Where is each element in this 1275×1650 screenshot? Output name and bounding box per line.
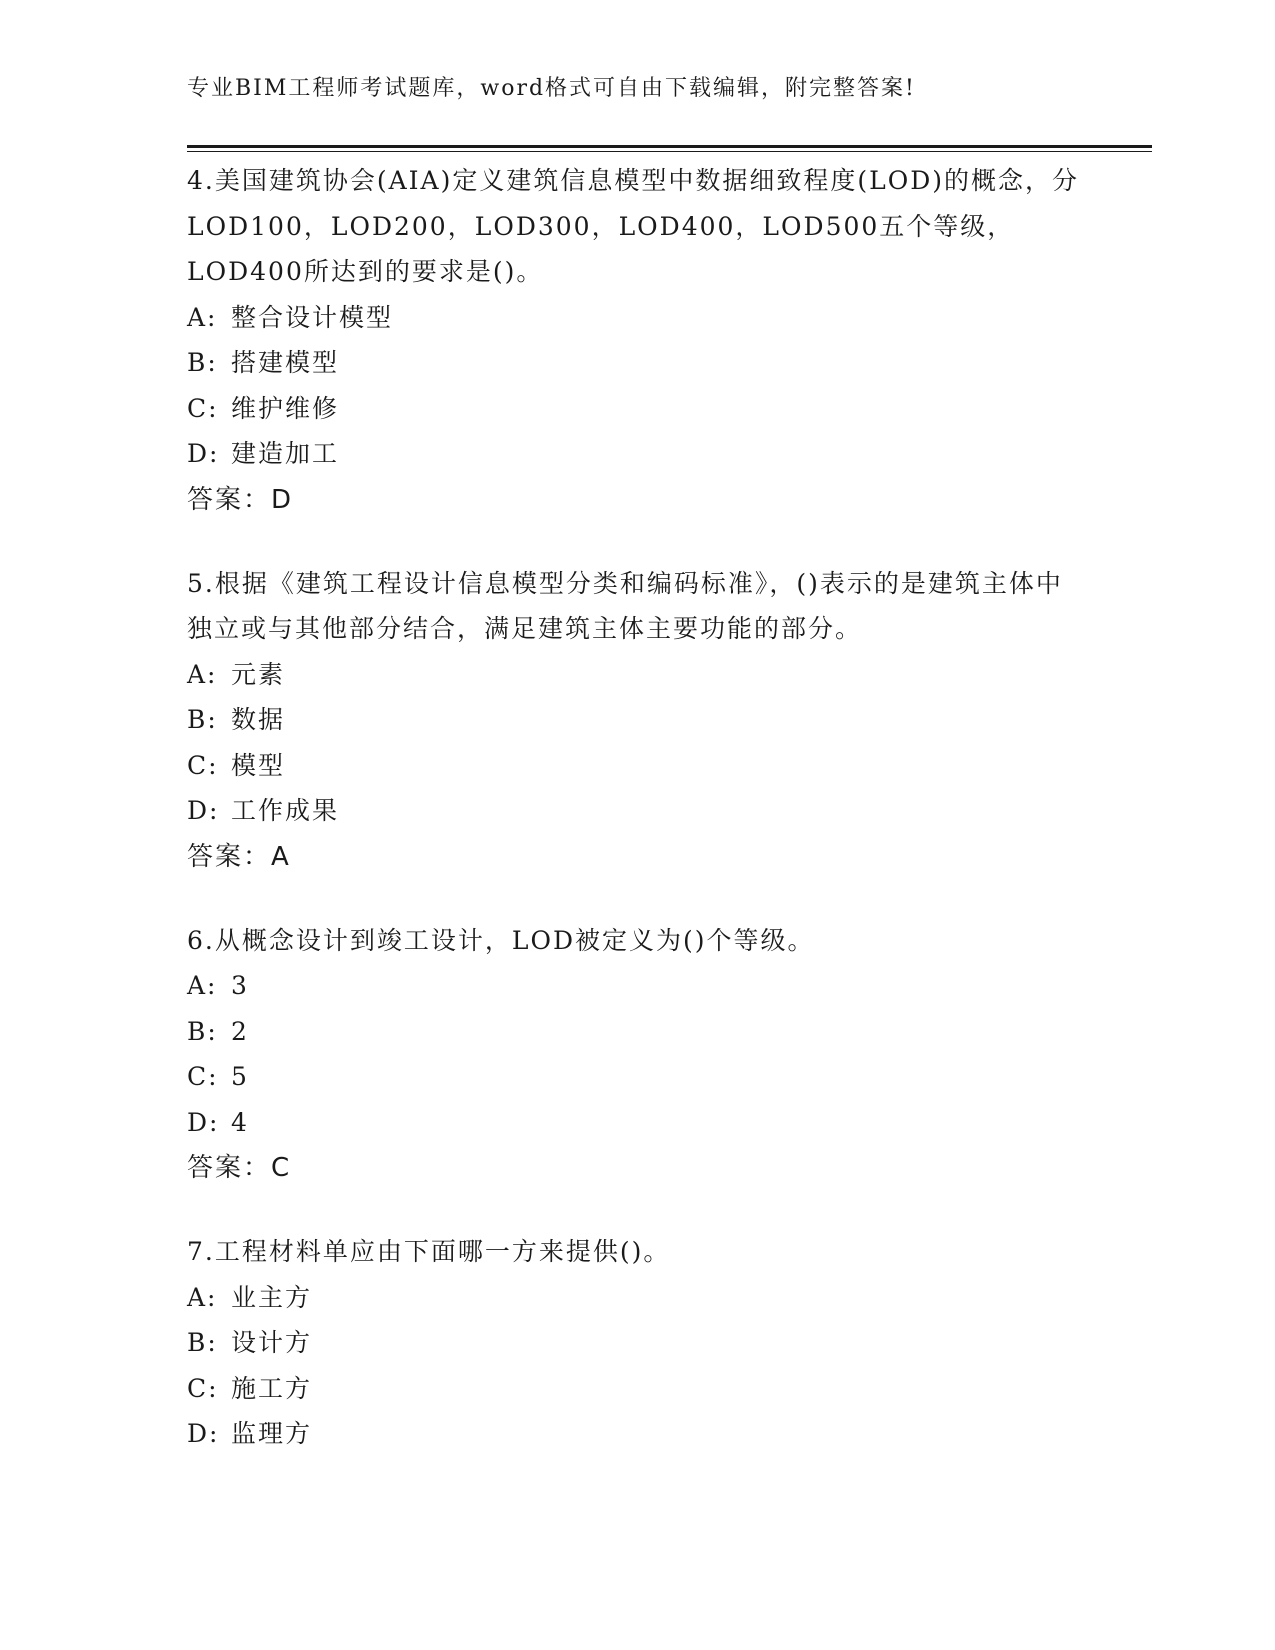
option-d <box>187 1411 1087 1457</box>
option-a <box>187 295 1087 341</box>
option-text: 施工方 <box>231 1373 313 1403</box>
option-text: 数据 <box>231 705 286 734</box>
question-text: 6.从概念设计到竣工设计，LOD被定义为()个等级。 <box>187 925 815 955</box>
option-letter: B: <box>187 1328 218 1357</box>
option-letter: D: <box>187 1107 220 1137</box>
option-c <box>187 743 1087 789</box>
option-text: 元素 <box>231 659 286 689</box>
option-text: 模型 <box>231 750 286 780</box>
header-rule-thick <box>187 145 1152 148</box>
question-6 <box>187 918 1087 1192</box>
option-letter: C: <box>187 1373 219 1403</box>
option-c <box>187 1366 1087 1412</box>
answer: 答案：C <box>187 1153 292 1183</box>
option-letter: C: <box>187 750 219 780</box>
header-rule-thin <box>187 151 1152 152</box>
option-a <box>187 1275 1087 1321</box>
option-a <box>187 652 1087 698</box>
option-letter: C: <box>187 393 219 423</box>
option-text: 3 <box>231 971 249 1000</box>
page-header: 专业BIM工程师考试题库，word格式可自由下载编辑，附完整答案! <box>187 76 916 101</box>
option-letter: B: <box>187 1016 218 1046</box>
option-letter: D: <box>187 796 220 825</box>
option-text: 工作成果 <box>231 796 340 825</box>
option-d <box>187 431 1087 477</box>
question-text: 5.根据《建筑工程设计信息模型分类和编码标准》，()表示的是建筑主体中独立或与其他部分结合，满足建筑主体主要功能的部分。 <box>187 568 1063 643</box>
option-letter: D: <box>187 439 220 468</box>
option-letter: C: <box>187 1062 219 1091</box>
question-text: 7.工程材料单应由下面哪一方来提供()。 <box>187 1237 671 1266</box>
option-text: 建造加工 <box>231 439 340 468</box>
option-b <box>187 697 1087 743</box>
option-text: 设计方 <box>231 1328 313 1357</box>
option-letter: A: <box>187 1282 218 1312</box>
option-d <box>187 788 1087 834</box>
option-text: 业主方 <box>231 1282 313 1312</box>
question-list <box>187 158 1087 1495</box>
option-text: 搭建模型 <box>231 348 340 377</box>
option-text: 2 <box>231 1016 249 1046</box>
option-text: 维护维修 <box>231 393 340 423</box>
option-text: 4 <box>231 1107 249 1137</box>
option-letter: B: <box>187 705 218 734</box>
question-text: 4.美国建筑协会(AIA)定义建筑信息模型中数据细致程度(LOD)的概念，分LOD100，LOD200，LOD300，LOD400，LOD500五个等级，LOD400所达到的要求是()。 <box>187 166 1079 286</box>
answer: 答案：A <box>187 841 291 872</box>
answer: 答案：D <box>187 484 294 515</box>
option-text: 监理方 <box>231 1419 313 1448</box>
option-letter: B: <box>187 348 218 377</box>
option-text: 5 <box>231 1062 249 1091</box>
option-b <box>187 1320 1087 1366</box>
option-c <box>187 386 1087 432</box>
option-letter: A: <box>187 971 218 1000</box>
option-d <box>187 1100 1087 1146</box>
option-text: 整合设计模型 <box>231 302 394 332</box>
option-b <box>187 1009 1087 1055</box>
option-a <box>187 963 1087 1009</box>
option-letter: A: <box>187 302 218 332</box>
question-4 <box>187 158 1087 523</box>
option-letter: D: <box>187 1419 220 1448</box>
option-c <box>187 1054 1087 1100</box>
option-b <box>187 340 1087 386</box>
question-7 <box>187 1229 1087 1457</box>
option-letter: A: <box>187 659 218 689</box>
question-5 <box>187 561 1087 880</box>
